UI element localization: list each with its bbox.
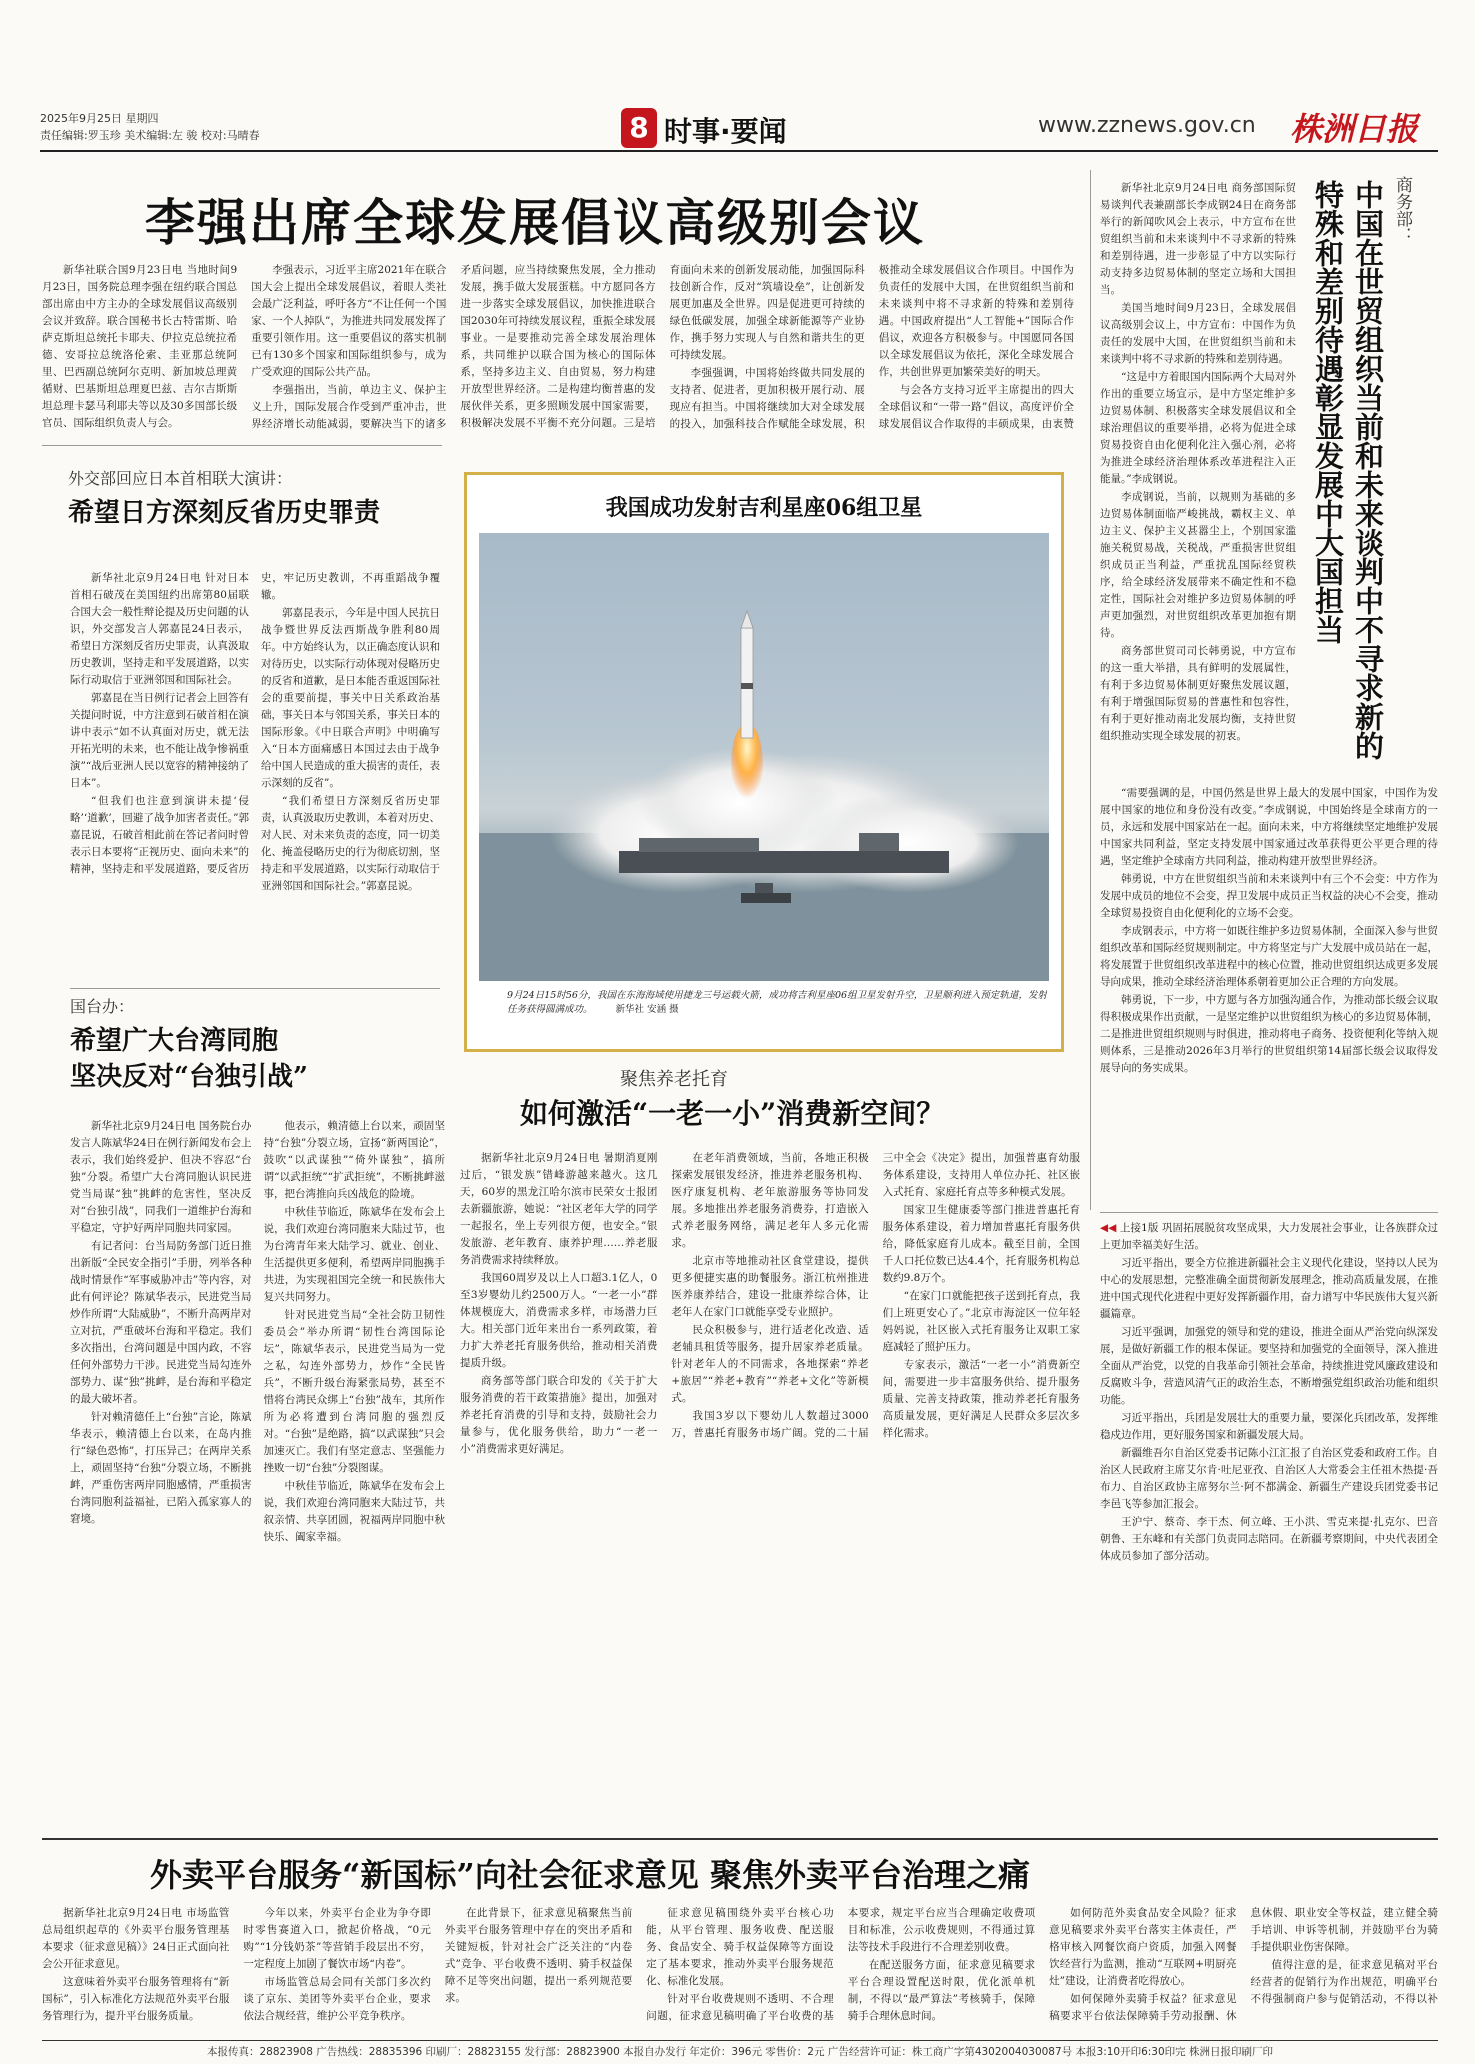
taiwan-kicker: 国台办： bbox=[70, 997, 135, 1016]
section-title: 时事·要闻 bbox=[664, 115, 787, 148]
mfa-headline: 希望日方深刻反省历史罪责 bbox=[68, 498, 381, 528]
taiwan-headline-line1: 希望广大台湾同胞 bbox=[70, 1026, 279, 1056]
side-top-rule bbox=[1100, 1212, 1438, 1213]
taiwan-headline-line2: 坚决反对“台独引战” bbox=[70, 1062, 308, 1092]
commerce-body-top: 新华社北京9月24日电 商务部国际贸易谈判代表兼副部长李成钢24日在商务部举行的新闻吹风会上表示，中方宣布在世贸组织当前和未来谈判中不寻求新的特殊和差别待遇，进一步彰显了中方以实际行动支持多边贸易体制的坚定立场和大国担当。 美国当地时间9月23日，全球发展倡议高级别会议上，中方宣布：中国作为负责任的发展中大国，在世贸组织当前和未来谈判中将不寻求新的特殊和差别待遇。 “这是中方着眼国内国际两个大局对外作出的重要立场宣示，是中方坚定维护多边贸易体制、积极落实全球发展倡议和全球治理倡议的重要举措，必将为促进全球贸易投资自由化便利化注入强心剂，必将为推进全球经济治理体系改革进程注入正能量。”李成钢说。 李成钢说，当前，以规则为基础的多边贸易体制面临严峻挑战，霸权主义、单边主义、保护主义甚嚣尘上，个别国家滥施关税贸易战，关税战，严重损害世贸组织成员正当利益，严重扰乱国际经贸秩序，给全球经济发展带来不确定性和不稳定性，国际社会对维护多边贸易体制的呼声更加强烈，对世贸组织改革更加抱有期待。 商务部世贸司司长韩勇说，中方宣布的这一重大举措，具有鲜明的发展属性，有利于多边贸易体制更好聚焦发展议题，有利于增强国际贸易的普惠性和包容性，有利于更好推动南北发展均衡，支持世贸组织推动实现全球发展的初衷。 bbox=[1100, 182, 1296, 742]
header-rule bbox=[40, 150, 1438, 152]
commerce-body-bottom: “需要强调的是，中国仍然是世界上最大的发展中国家，中国作为发展中国家的地位和身份没有改变。”李成钢说，中国始终是全球南方的一员，永远和发展中国家站在一起。面向未来，中方将继续坚定地维护发展中国家共同利益，坚定支持发展中国家通过改革获得更公平更合理的待遇，坚定维护全球南方共同利益，推动构建开放型世界经济。 韩勇说，中方在世贸组织当前和未来谈判中有三个不会变：中方作为发展中成员的地位不会变，捍卫发展中成员正当权益的决心不会变，推动全球贸易投资自由化便利化的立场不会变。 李成钢表示，中方将一如既往维护多边贸易体制，全面深入参与世贸组织改革和国际经贸规则制定。中方将坚定与广大发展中成员站在一起，将发展置于世贸组织改革进程中的核心位置，推动世贸组织达成更多发展导向成果，推动全球经济治理体系朝着更加公正合理的方向发展。 韩勇说，下一步，中方愿与各方加强沟通合作，为推动部长级会议取得积极成果作出贡献，一是坚定维护以世贸组织为核心的多边贸易体制，二是推进世贸组织规则与时俱进，推动将电子商务、投资便利化等纳入规则体系，三是推动2026年3月举行的世贸组织第14届部长级会议取得发展导向的务实成果。 bbox=[1100, 787, 1438, 1074]
photo-box bbox=[464, 472, 1064, 1052]
delivery-body: 据新华社北京9月24日电 市场监管总局组织起草的《外卖平台服务管理基本要求（征求意见稿）》24日正式面向社会公开征求意见。 这意味着外卖平台服务管理将有“新国标”，引入标准化方法规范外卖平台服务管理行为，提升平台服务质量。 今年以来，外卖平台企业为争夺即时零售赛道入口，掀起价格战，“0元购”“1分钱奶茶”等营销手段层出不穷，一定程度上加剧了餐饮市场“内卷”。 市场监管总局会同有关部门多次约谈了京东、美团等外卖平台企业，要求依法合规经营，维护公平竞争秩序。 在此背景下，征求意见稿聚焦当前外卖平台服务管理中存在的突出矛盾和关键短板，针对社会广泛关注的“内卷式”竞争、平台收费不透明、骑手权益保障不足等突出问题，提出一系列规范要求。 征求意见稿围绕外卖平台核心功能，从平台管理、服务收费、配送服务、食品安全、骑手权益保障等方面设定了基本要求，推动外卖平台服务规范化、标准化发展。 针对平台收费规则不透明、不合理问题，征求意见稿明确了平台收费的基本要求，规定平台应当合理确定收费项目和标准，公示收费规则，不得通过算法等技术手段进行不合理差别收费。 在配送服务方面，征求意见稿要求平台合理设置配送时限，优化派单机制，不得以“最严算法”考核骑手，保障骑手合理休息时间。 如何防范外卖食品安全风险？征求意见稿要求外卖平台落实主体责任，严格审核入网餐饮商户资质，加强入网餐饮经营行为监测，推动“互联网+明厨亮灶”建设，让消费者吃得放心。 如何保障外卖骑手权益？征求意见稿要求平台依法保障骑手劳动报酬、休息休假、职业安全等权益，建立健全骑手培训、申诉等机制，并鼓励平台为骑手提供职业伤害保障。 值得注意的是，征求意见稿对平台经营者的促销行为作出规范，明确平台不得强制商户参与促销活动，不得以补 bbox=[42, 1907, 1438, 2022]
photo-headline: 我国成功发射吉利星座06组卫星 bbox=[605, 495, 923, 521]
xinhua-side-body: ◀◀ 上接1版 巩固拓展脱贫攻坚成果，大力发展社会事业，让各族群众过上更加幸福美好生活。 习近平指出，要全方位推进新疆社会主义现代化建设，坚持以人民为中心的发展思想，完整准确全面贯彻新发展理念，推动高质量发展，在推进中国式现代化进程中更好发挥新疆作用，奋力谱写中华民族伟大复兴新疆篇章。 习近平强调，加强党的领导和党的建设，推进全面从严治党向纵深发展，是做好新疆工作的根本保证。要坚持和加强党的全面领导，深入推进全面从严治党，以党的自我革命引领社会革命，持续推进党风廉政建设和反腐败斗争，营造风清气正的政治生态，不断增强党组织政治功能和组织功能。 习近平指出，兵团是发展壮大的重要力量，要深化兵团改革，发挥维稳戍边作用，更好服务国家和新疆发展大局。 新疆维吾尔自治区党委书记陈小江汇报了自治区党委和政府工作。自治区人民政府主席艾尔肯·吐尼亚孜、自治区人大常委会主任祖木热提·吾布力、自治区政协主席努尔兰·阿不都满金、新疆生产建设兵团党委书记李邑飞等参加汇报会。 王沪宁、蔡奇、李干杰、何立峰、王小洪、雪克来提·扎克尔、巴音朝鲁、王东峰和有关部门负责同志陪同。在新疆考察期间，中央代表团全体成员参加了部分活动。 bbox=[1100, 1222, 1438, 1562]
mfa-bottom-rule bbox=[70, 988, 440, 989]
delivery-headline: 外卖平台服务“新国标”向社会征求意见 聚焦外卖平台治理之痛 bbox=[150, 1856, 1030, 1894]
elderly-body: 据新华社北京9月24日电 暑期消夏刚过后，“银发族”错峰游越来越火。这几天，60岁的黑龙江哈尔滨市民荣女士报团去新疆旅游，她说：“社区老年大学的同学一起报名，坐上专列很方便，也安全。”银发旅游、老年教育、康养护理……养老服务消费需求持续释放。 我国60周岁及以上人口超3.1亿人，0至3岁婴幼儿约2500万人。“一老一小”群体规模庞大，消费需求多样，市场潜力巨大。相关部门近年来出台一系列政策，着力扩大养老托育服务供给，推动相关消费提质升级。 商务部等部门联合印发的《关于扩大服务消费的若干政策措施》提出，加强对养老托育消费的引导和支持，鼓励社会力量参与，优化服务供给，助力“一老一小”消费需求更好满足。 在老年消费领域，当前，各地正积极探索发展银发经济，推进养老服务机构、医疗康复机构、老年旅游服务等协同发展。多地推出养老服务消费券，打造嵌入式养老服务网络，满足老年人多元化需求。 北京市等地推动社区食堂建设，提供更多便捷实惠的助餐服务。浙江杭州推进医养康养结合，建设一批康养综合体，让老年人在家门口就能享受专业照护。 民众积极参与，进行适老化改造、适老辅具租赁等服务，提升居家养老质量。针对老年人的不同需求，各地探索“养老+旅居”“养老+教育”“养老+文化”等新模式。 我国3岁以下婴幼儿人数超过3000万，普惠托育服务市场广阔。党的二十届三中全会《决定》提出，加强普惠育幼服务体系建设，支持用人单位办托、社区嵌入式托育、家庭托育点等多种模式发展。 国家卫生健康委等部门推进普惠托育服务体系建设，着力增加普惠托育服务供给，降低家庭育儿成本。截至目前，全国千人口托位数已达4.4个，托育服务机构总数约9.8万个。 “在家门口就能把孩子送到托育点，我们上班更安心了。”北京市海淀区一位年轻妈妈说，社区嵌入式托育服务让双职工家庭减轻了照护压力。 专家表示，激活“一老一小”消费新空间，需要进一步丰富服务供给、提升服务质量、完善支持政策，推动养老托育服务高质量发展，更好满足人民群众多层次多样化需求。 bbox=[460, 1152, 1080, 1455]
mfa-body: 新华社北京9月24日电 针对日本首相石破茂在美国纽约出席第80届联合国大会一般性辩论提及历史问题的认识，外交部发言人郭嘉昆24日表示，希望日方深刻反省历史罪责，认真汲取历史教训，坚持走和平发展道路，以实际行动取信于亚洲邻国和国际社会。 郭嘉昆在当日例行记者会上回答有关提问时说，中方注意到石破首相在演讲中表示“如不认真面对历史，就无法开拓光明的未来，也不能让战争惨祸重演”“战后亚洲人民以宽容的精神接纳了日本”。 “但我们也注意到演讲未提‘侵略’‘道歉’，回避了战争加害者责任。”郭嘉昆说，石破首相此前在答记者问时曾表示日本要将“正视历史、面向未来”的精神，坚持走和平发展道路，要反省历史，牢记历史教训，不再重蹈战争覆辙。 郭嘉昆表示，今年是中国人民抗日战争暨世界反法西斯战争胜利80周年。中方始终认为，以正确态度认识和对待历史，以实际行动体现对侵略历史的反省和道歉，是日本能否重返国际社会的重要前提，事关中日关系政治基础，事关日本与邻国关系，事关日本的国际形象。《中日联合声明》中明确写入“日本方面痛感日本国过去由于战争给中国人民造成的重大损害的责任，表示深刻的反省”。 “我们希望日方深刻反省历史罪责，认真汲取历史教训，本着对历史、对人民、对未来负责的态度，同一切美化、掩盖侵略历史的行为彻底切割，坚持走和平发展道路，以实际行动取信于亚洲邻国和国际社会。”郭嘉昆说。 bbox=[70, 572, 440, 892]
mfa-kicker: 外交部回应日本首相联大演讲： bbox=[68, 469, 293, 488]
rocket-launch-illustration bbox=[479, 533, 1049, 981]
photo-caption: 9月24日15时56分，我国在东海海域使用捷龙三号运载火箭，成功将吉利星座06组卫星发射升空，卫星顺利进入预定轨道，发射任务获得圆满成功。 新华社 安涵 摄 bbox=[507, 990, 1047, 1016]
paper-logo: 株洲日报 bbox=[1290, 110, 1419, 148]
photo-credit: 新华社 安涵 摄 bbox=[615, 1004, 679, 1016]
delivery-top-rule bbox=[42, 1838, 1438, 1840]
lead-bottom-rule bbox=[42, 445, 442, 446]
commerce-kicker: 商务部： bbox=[1392, 176, 1412, 244]
elderly-kicker: 聚焦养老托育 bbox=[620, 1069, 728, 1090]
elderly-headline: 如何激活“一老一小”消费新空间？ bbox=[520, 1097, 945, 1130]
footer-info: 本报传真：28823908 广告热线：28835396 印刷厂：28823155 发行部：28823900 本报自办发行 年定价：396元 零售价：2元 广告经营许可证：株工商广字第4302004030087号 本报3:10开印6:30印完 株洲日报印刷厂印 bbox=[206, 2046, 1274, 2058]
footer-rule bbox=[42, 2040, 1438, 2041]
header-website[interactable]: www.zznews.gov.cn bbox=[1038, 113, 1256, 138]
header-date: 2025年9月25日 星期四 bbox=[40, 112, 159, 125]
lead-body: 新华社联合国9月23日电 当地时间9月23日，国务院总理李强在纽约联合国总部出席由中方主办的全球发展倡议高级别会议并致辞。联合国秘书长古特雷斯、哈萨克斯坦总统托卡耶夫、伊拉克总统拉希德、安哥拉总统洛伦索、圭亚那总统阿里、巴西副总统阿尔克明、新加坡总理黄循财、巴基斯坦总理夏巴兹、吉尔吉斯斯坦总理卡瑟马利耶夫等以及30多国部长级官员、国际组织负责人与会。 李强表示，习近平主席2021年在联合国大会上提出全球发展倡议，着眼人类社会最广泛利益，呼吁各方“不让任何一个国家、一个人掉队”，为推进共同发展发挥了重要引领作用。这一重要倡议的落实机制已有130多个国家和国际组织参与，成为广受欢迎的国际公共产品。 李强指出，当前，单边主义、保护主义上升，国际发展合作受到严重冲击，世界经济增长动能减弱，要解决当下的诸多矛盾问题，应当持续聚焦发展，全力推动发展，携手做大发展蛋糕。中方愿同各方进一步落实全球发展倡议，加快推进联合国2030年可持续发展议程，重振全球发展事业。一是要推动完善全球发展治理体系，共同维护以联合国为核心的国际体系，坚持多边主义、自由贸易，努力构建开放型世界经济。二是构建均衡普惠的发展伙伴关系，更多照顾发展中国家需要，积极解决发展不平衡不充分问题。三是培育面向未来的创新发展动能，加强国际科技创新合作，反对“筑墙设垒”，让创新发展更加惠及全世界。四是促进更可持续的绿色低碳发展，加强全球新能源等产业协作，携手努力实现人与自然和谐共生的更可持续发展。 李强强调，中国将始终做共同发展的支持者、促进者，更加积极开展行动、展现应有担当。中国将继续加大对全球发展的投入，加强科技合作赋能全球发展，积极推动全球发展倡议合作项目。中国作为负责任的发展中大国，在世贸组织当前和未来谈判中将不寻求新的特殊和差别待遇。中国政府提出“人工智能+”国际合作倡议，欢迎各方积极参与。中国愿同各国以全球发展倡议为依托，深化全球发展合作，共创世界更加繁荣美好的明天。 与会各方支持习近平主席提出的四大全球倡议和“一带一路”倡议，高度评价全球发展倡议合作取得的丰硕成果，由衷赞 bbox=[42, 264, 1074, 430]
jump-marker-icon: ◀◀ bbox=[1100, 1222, 1117, 1234]
lead-headline: 李强出席全球发展倡议高级别会议 bbox=[145, 193, 925, 252]
page-number-badge: 8 bbox=[621, 108, 657, 148]
photo-image bbox=[479, 533, 1049, 981]
commerce-headline: 中国在世贸组织当前和未来谈判中不寻求新的特殊和差别待遇彰显发展中大国担当 bbox=[1311, 180, 1385, 760]
header-editors: 责任编辑:罗玉珍 美术编辑:左 骏 校对:马晴春 bbox=[40, 129, 260, 142]
right-column-divider bbox=[1090, 170, 1091, 1210]
taiwan-body: 新华社北京9月24日电 国务院台办发言人陈斌华24日在例行新闻发布会上表示，我们始终爱护、但决不容忍“台独”分裂。希望广大台湾同胞认识民进党当局谋“独”挑衅的危害性，坚决反对“台独引战”，同我们一道维护台海和平稳定，守护好两岸同胞共同家园。 有记者问：台当局防务部门近日推出新版“全民安全指引”手册，列举各种战时情景作“军事威胁冲击”等内容，对此有何评论？陈斌华表示，民进党当局炒作所谓“大陆威胁”，不断升高两岸对立对抗，严重破坏台海和平稳定。我们多次指出，台湾问题是中国内政，不容任何外部势力干涉。民进党当局勾连外部势力、谋“独”挑衅，是台海和平稳定的最大破坏者。 针对赖清德任上“台独”言论，陈斌华表示，赖清德上台以来，在岛内推行“绿色恐怖”，打压异己；在两岸关系上，顽固坚持“台独”分裂立场，不断挑衅，严重伤害两岸同胞感情，严重损害台湾同胞利益福祉，已陷入孤家寡人的窘境。 他表示，赖清德上台以来，顽固坚持“台独”分裂立场，宣扬“新两国论”，鼓吹“以武谋独”“倚外谋独”，搞所谓“以武拒统”“扩武拒统”，不断挑衅滋事，把台湾推向兵凶战危的险境。 中秋佳节临近，陈斌华在发布会上说，我们欢迎台湾同胞来大陆过节，也为台湾青年来大陆学习、就业、创业、生活提供更多便利，希望两岸同胞携手共进，为实现祖国完全统一和民族伟大复兴共同努力。 针对民进党当局“全社会防卫韧性委员会”举办所谓“韧性台湾国际论坛”，陈斌华表示，民进党当局为一党之私，勾连外部势力，炒作“全民皆兵”，不断升级台海紧张局势，甚至不惜将台湾民众绑上“台独”战车，其所作所为必将遭到台湾同胞的强烈反对。“台独”是绝路，搞“以武谋独”只会加速灭亡。我们有坚定意志、坚强能力挫败一切“台独”分裂图谋。 中秋佳节临近，陈斌华在发布会上说，我们欢迎台湾同胞来大陆过节，共叙亲情、共享团圆，祝福两岸同胞中秋快乐、阖家幸福。 bbox=[70, 1120, 445, 1543]
